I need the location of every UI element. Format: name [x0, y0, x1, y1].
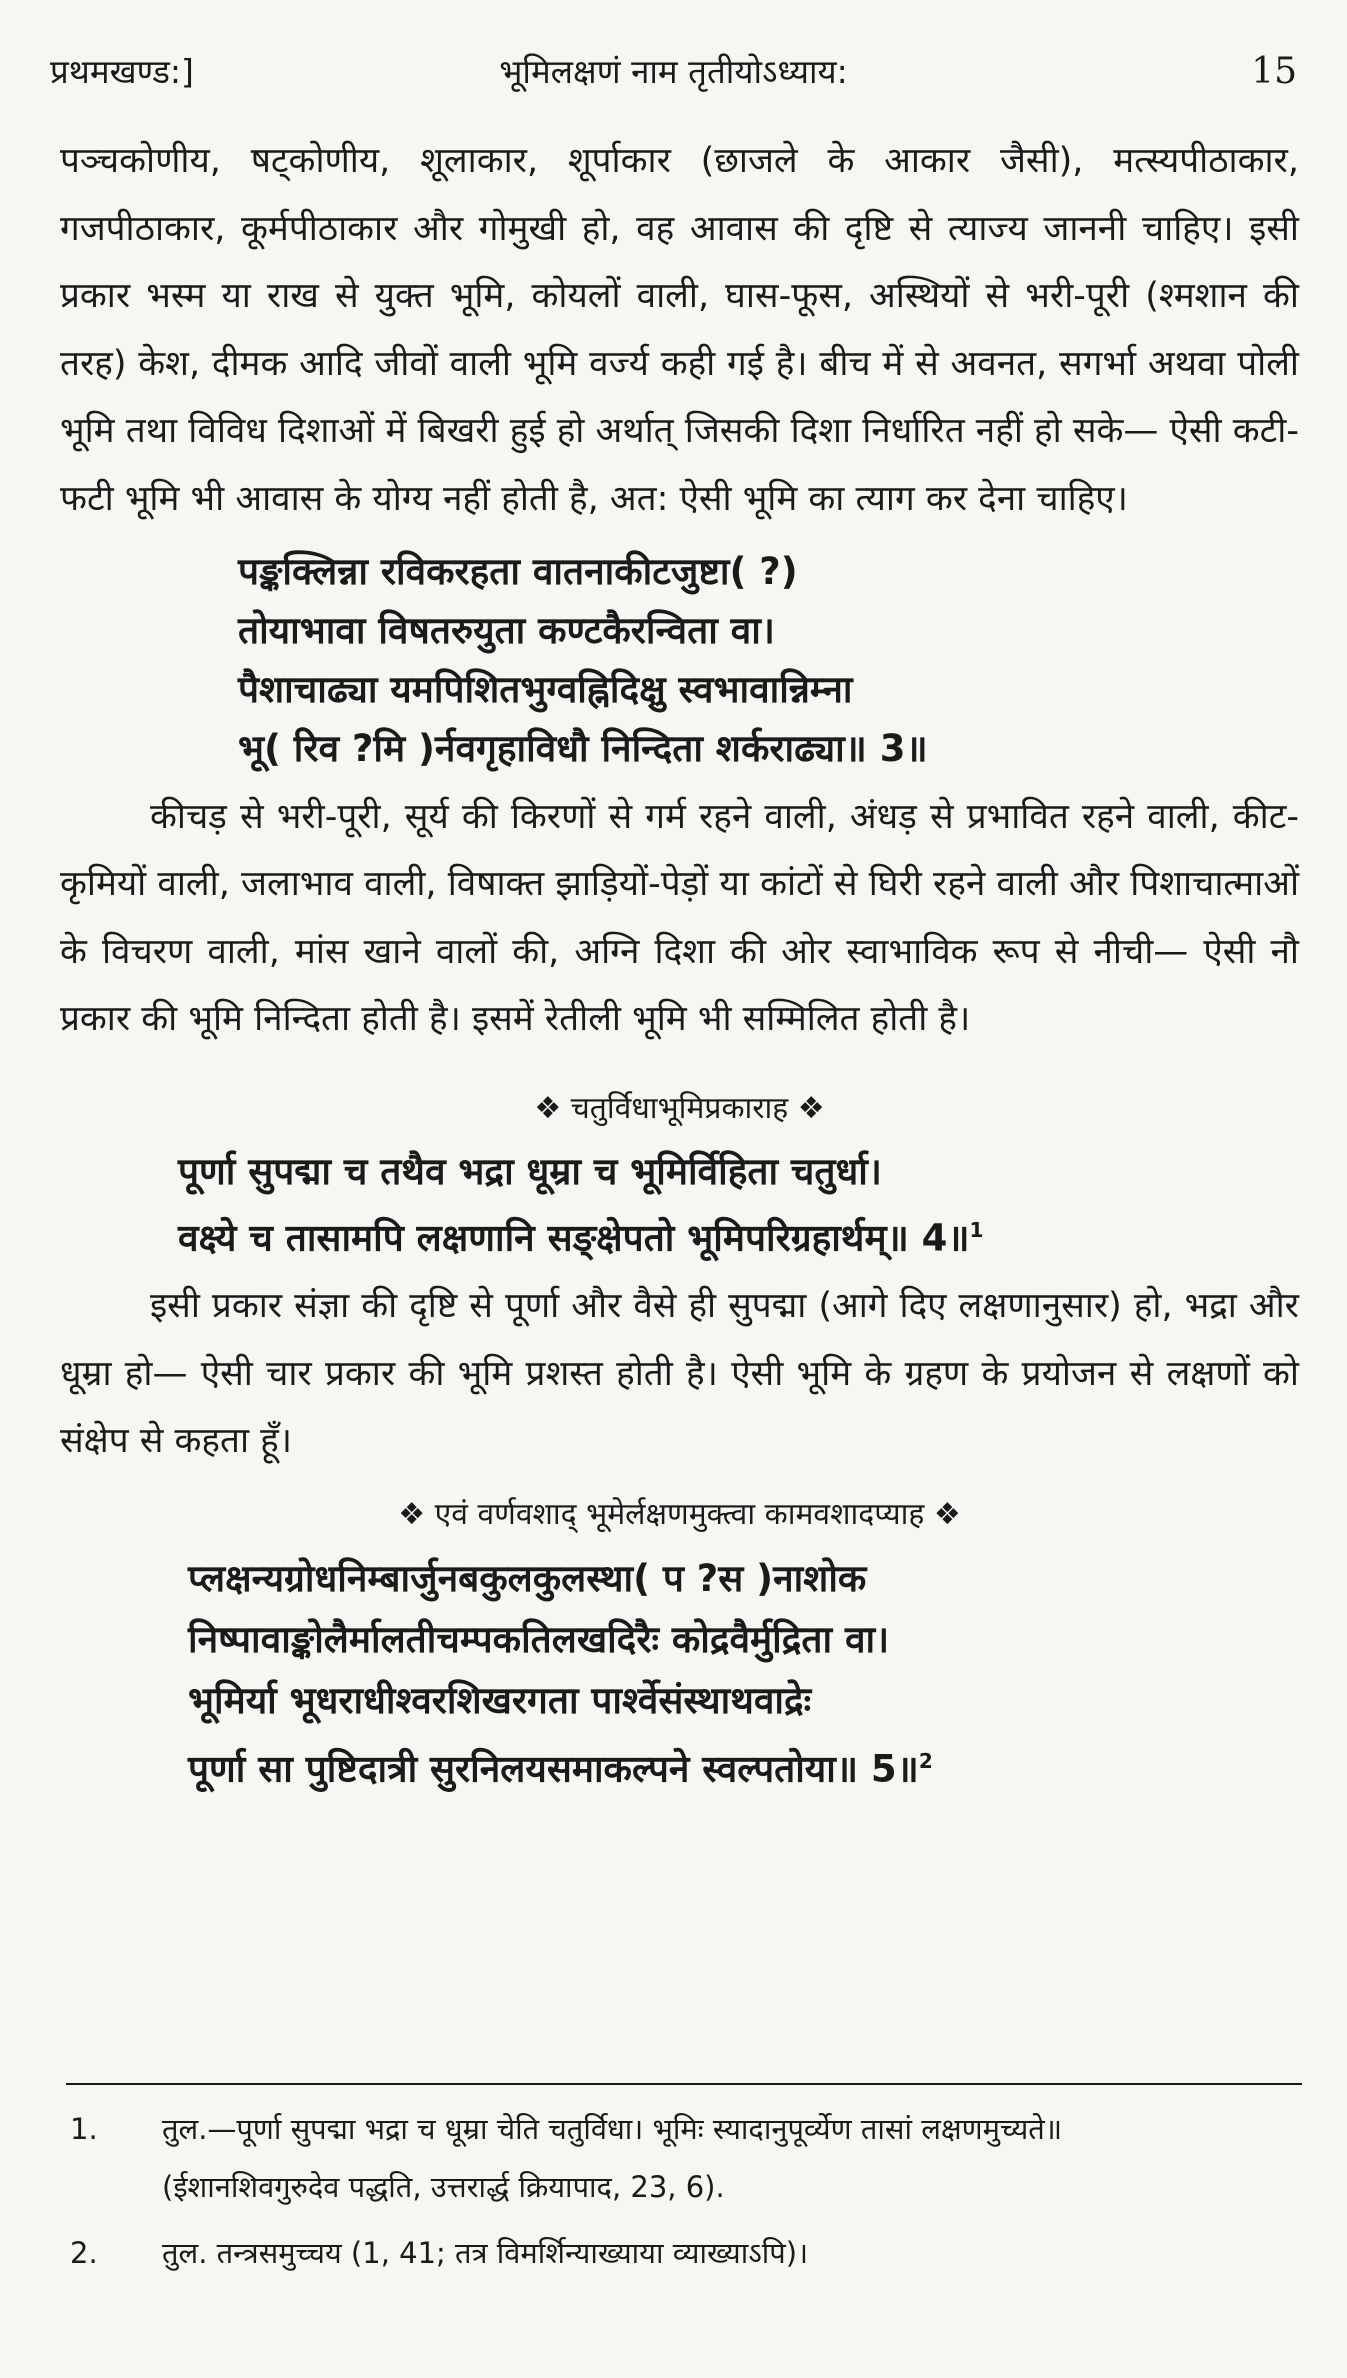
verse-line: भू( रिव ?मि )र्नवगृहाविधौ निन्दिता शर्कराढ्या॥ 3॥ — [238, 726, 928, 770]
footnote-2 — [70, 2224, 1299, 2282]
chapter-title: भूमिलक्षणं नाम तृतीयोऽध्याय: — [499, 52, 848, 91]
running-header — [50, 42, 1297, 102]
section-heading-2: ❖ एवं वर्णवशाद् भूमेर्लक्षणमुक्त्वा कामवशादप्याह ❖ — [398, 1497, 961, 1533]
verse-4 — [60, 1142, 1299, 1267]
footnote-marker: 1 — [969, 1217, 984, 1242]
verse-line: पङ्कक्लिन्ना रविकरहता वातनाकीटजुष्टा( ?) — [238, 549, 798, 593]
verse-line — [188, 1731, 1299, 1799]
footnote-divider — [66, 2083, 1302, 2085]
paragraph-1: पञ्चकोणीय, षट्कोणीय, शूलाकार, शूर्पाकार (छाजले के आकार जैसी), मत्स्यपीठाकार, गजपीठाकार, कूर्मपीठाकार और गोमुखी हो, वह आवास की दृष्टि से त्याज्य जाननी चाहिए। इसी प्रकार भस्म या राख से युक्त भूमि, कोयलों वाली, घास-फूस, अस्थियों से भरी-पूरी (श्मशान की तरह) केश, दीमक आदि जीवों वाली भूमि वर्ज्य कही गई है। बीच में से अवनत, सगर्भा अथवा पोली भूमि तथा विविध दिशाओं में बिखरी हुई हो अर्थात् जिसकी दिशा निर्धारित नहीं हो सके— ऐसी कटी-फटी भूमि भी आवास के योग्य नहीं होती है, अत: ऐसी भूमि का त्याग कर देना चाहिए। — [60, 141, 1299, 519]
footnote-marker: 2 — [918, 1749, 933, 1774]
footnote-line: (ईशानशिवगुरुदेव पद्धति, उत्तरार्द्ध क्रियापाद, 23, 6). — [162, 2170, 725, 2204]
verse-line: भूमिर्या भूधराधीश्वरशिखरगता पार्श्वेसंस्थाथवाद्रेः — [188, 1679, 812, 1723]
page-body — [60, 128, 1299, 1805]
page-number: 15 — [1251, 51, 1297, 92]
footnote-line: तुल.—पूर्णा सुपद्मा भद्रा च धूम्रा चेति चतुर्विधा। भूमिः स्यादानुपूर्व्येण तासां लक्षणमुच्यते॥ — [162, 2112, 1063, 2146]
footnote-number: 1. — [70, 2112, 98, 2146]
verse-line: पैशाचाढ्या यमपिशितभुग्वह्निदिक्षु स्वभावान्निम्ना — [238, 667, 853, 711]
verse-line-text: पूर्णा सा पुष्टिदात्री सुरनिलयसमाकल्पने स्वल्पतोया॥ 5॥ — [188, 1747, 919, 1791]
section-label: प्रथमखण्ड:] — [50, 52, 194, 91]
verse-line: निष्पावाङ्कोलैर्मालतीचम्पकतिलखदिरैः कोद्रवैर्मुद्रिता वा। — [188, 1618, 890, 1662]
verse-line-text: वक्ष्ये च तासामपि लक्षणानि सङ्क्षेपतो भूमिपरिग्रहार्थम्॥ 4॥ — [178, 1216, 970, 1260]
footnote-1 — [70, 2100, 1299, 2216]
verse-line: पूर्णा सुपद्मा च तथैव भद्रा धूम्रा च भूमिर्विहिता चतुर्धा। — [178, 1149, 882, 1193]
footnote-line: तुल. तन्त्रसमुच्चय (1, 41; तत्र विमर्शिन्याख्याया व्याख्याऽपि)। — [162, 2236, 809, 2270]
verse-line: प्लक्षन्यग्रोधनिम्बार्जुनबकुलकुलस्था( प ?स )नाशोक — [188, 1557, 867, 1601]
footnote-number: 2. — [70, 2236, 98, 2270]
section-heading-1: ❖ चतुर्विधाभूमिप्रकाराह ❖ — [534, 1090, 825, 1126]
paragraph-2: कीचड़ से भरी-पूरी, सूर्य की किरणों से गर्म रहने वाली, अंधड़ से प्रभावित रहने वाली, कीट-कृमियों वाली, जलाभाव वाली, विषाक्त झाड़ियों-पेड़ों या कांटों से घिरी रहने वाली और पिशाचात्माओं के विचरण वाली, मांस खाने वालों की, अग्नि दिशा की ओर स्वाभाविक रूप से नीची— ऐसी नौ प्रकार की भूमि निन्दिता होती है। इसमें रेतीली भूमि भी सम्मिलित होती है। — [60, 796, 1299, 1040]
verse-line — [178, 1201, 1299, 1267]
verse-line: तोयाभावा विषतरुयुता कण्टकैरन्विता वा। — [238, 608, 775, 652]
paragraph-3: इसी प्रकार संज्ञा की दृष्टि से पूर्णा और वैसे ही सुपद्मा (आगे दिए लक्षणानुसार) हो, भद्रा और धूम्रा हो— ऐसी चार प्रकार की भूमि प्रशस्त होती है। ऐसी भूमि के ग्रहण के प्रयोजन से लक्षणों को संक्षेप से कहता हूँ। — [60, 1286, 1299, 1462]
verse-5 — [60, 1548, 1299, 1799]
footnotes — [70, 2100, 1299, 2282]
verse-3 — [60, 542, 1299, 778]
